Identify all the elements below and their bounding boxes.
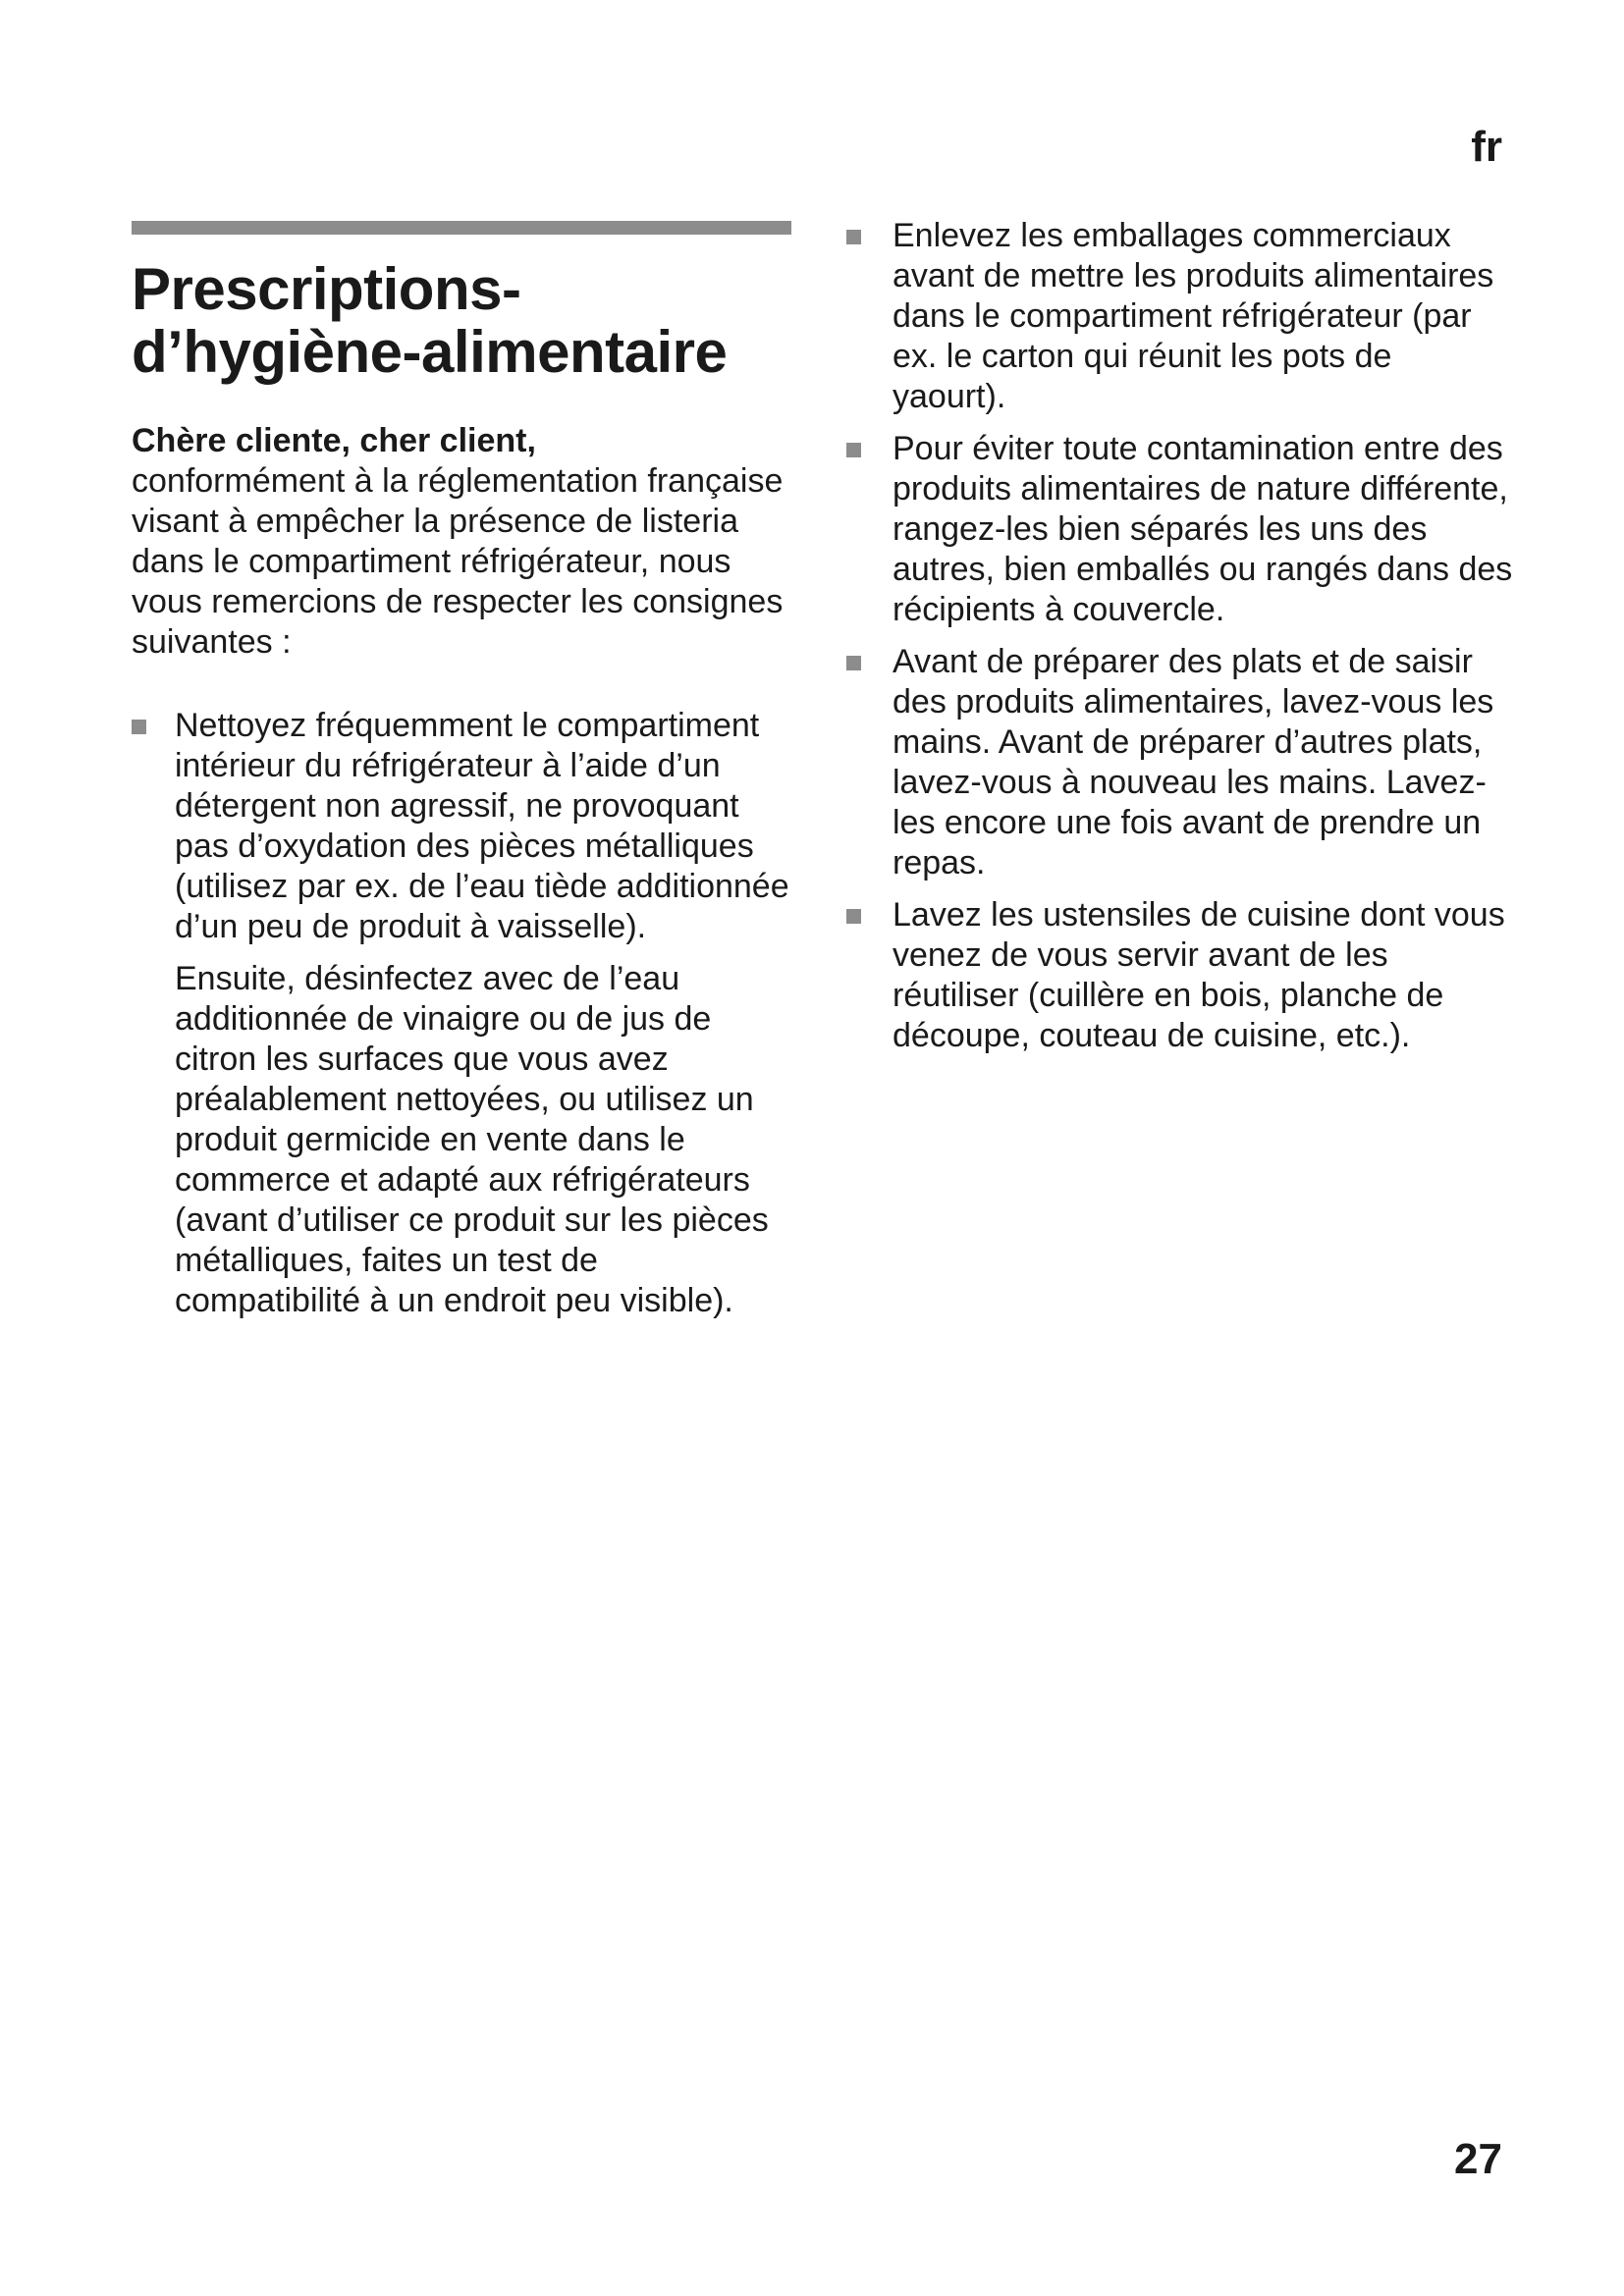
square-bullet-icon xyxy=(846,656,861,670)
square-bullet-icon xyxy=(846,230,861,244)
list-item xyxy=(846,429,1514,630)
list-item xyxy=(846,895,1514,1056)
left-column xyxy=(132,221,791,1333)
list-item xyxy=(846,642,1514,883)
section-title-line2: d’hygiène-alimentaire xyxy=(132,319,728,385)
square-bullet-icon xyxy=(132,720,146,734)
list-item-text: Enlevez les emballages commerciaux avant de mettre les produits alimentaires dans le compartiment réfrigérateur (par ex. le carton qui réunit les pots de yaourt). xyxy=(893,217,1494,415)
right-column xyxy=(846,216,1514,1068)
list-item-text: Pour éviter toute contamination entre des produits alimentaires de nature différente, rangez-les bien séparés les uns des autres, bien emballés ou rangés dans des récipients à couvercle. xyxy=(893,430,1513,628)
square-bullet-icon xyxy=(846,443,861,457)
language-label: fr xyxy=(1471,123,1502,171)
square-bullet-icon xyxy=(846,909,861,924)
list-item xyxy=(132,706,791,1321)
section-rule xyxy=(132,221,791,235)
list-item-text: Avant de préparer des plats et de saisir des produits alimentaires, lavez-vous les mains. Avant de préparer d’autres plats, lavez-vous à nouveau les mains. Lavez-les encore une fois avant de prendre un repas. xyxy=(893,643,1494,881)
list-item-continuation: Ensuite, désinfectez avec de l’eau additionnée de vinaigre ou de jus de citron les surfaces que vous avez préalablement nettoyées, ou utilisez un produit germicide en vente dans le commerce et adapté aux réfrigérateurs (avant d’utiliser ce produit sur les pièces métalliques, faites un test de compatibilité à un endroit peu visible). xyxy=(175,960,769,1319)
right-bullet-list xyxy=(846,216,1514,1056)
section-title xyxy=(132,258,791,384)
section-title-line1: Prescriptions- xyxy=(132,256,521,322)
left-bullet-list xyxy=(132,706,791,1321)
greeting: Chère cliente, cher client, xyxy=(132,422,536,459)
list-item-text: Lavez les ustensiles de cuisine dont vous venez de vous servir avant de les réutiliser (cuillère en bois, planche de découpe, couteau de cuisine, etc.). xyxy=(893,896,1505,1054)
intro-text: conformément à la réglementation française visant à empêcher la présence de listeria dans le compartiment réfrigérateur, nous vous remercions de respecter les consignes suivantes : xyxy=(132,462,784,661)
list-item xyxy=(846,216,1514,417)
page-number: 27 xyxy=(1454,2135,1502,2183)
intro-paragraph xyxy=(132,421,791,663)
list-item-text: Nettoyez fréquemment le compartiment intérieur du réfrigérateur à l’aide d’un détergent non agressif, ne provoquant pas d’oxydation des pièces métalliques (utilisez par ex. de l’eau tiède additionnée d’un peu de produit à vaisselle). xyxy=(175,707,789,945)
